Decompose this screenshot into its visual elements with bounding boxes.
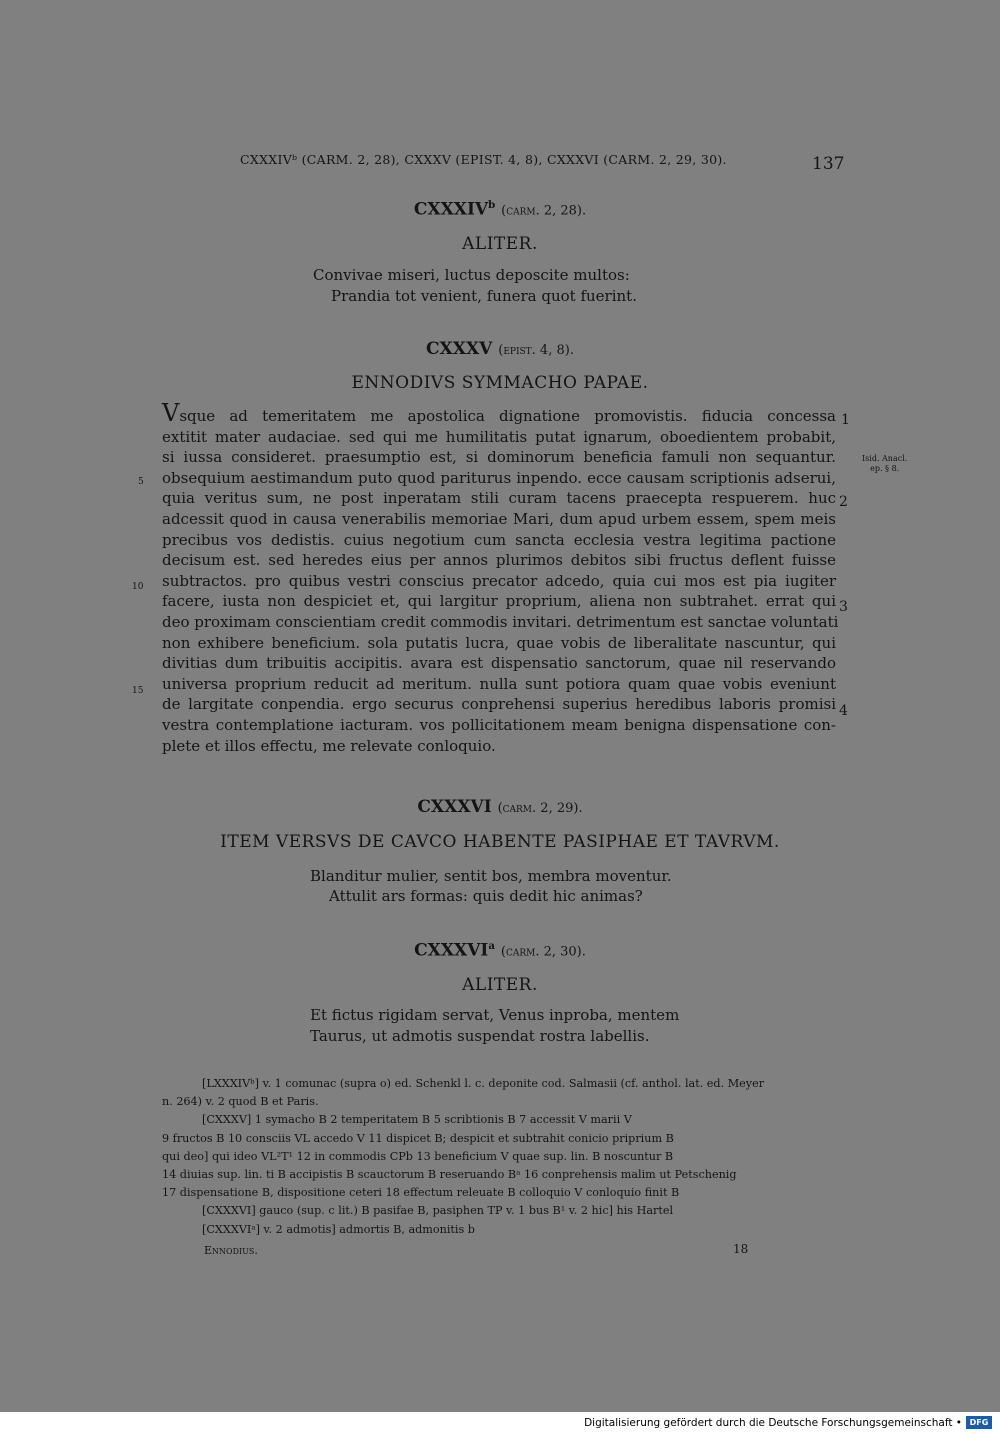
section-title: ENNODIVS SYMMACHO PAPAE. [351, 373, 649, 393]
prose-line: obsequium aestimandum puto quod pariturus inpendo. ecce causam scriptionis adserui, [162, 468, 836, 487]
apparatus-line: n. 264) v. 2 quod B et Paris. [162, 1095, 319, 1109]
apparatus-line: [CXXXVI] gauco (sup. c lit.) B pasifae B, pasiphen TP v. 1 bus B¹ v. 2 hic] his Hartel [202, 1204, 674, 1218]
running-head: CXXXIVᵇ (CARM. 2, 28), CXXXV (EPIST. 4, 8), CXXXVI (CARM. 2, 29, 30). [240, 152, 727, 167]
line-number: 5 [138, 477, 144, 487]
verse-line: Taurus, ut admotis suspendat rostra labellis. [310, 1027, 650, 1045]
heading-reference: (carm. 2, 29). [497, 801, 583, 816]
apparatus-line: 14 diuias sup. lin. ti B accipistis B scauctorum B reseruando Bᵃ 16 conprehensis malim ut Petschenig [162, 1167, 737, 1181]
verse-line: Attulit ars formas: quis dedit hic animas? [329, 887, 643, 905]
apparatus-line: 9 fructos B 10 consciis VL accedo V 11 dispicet B; despicit et subtrahit conicio priprium B [162, 1131, 674, 1145]
prose-line: Vsque ad temeritatem me apostolica dignatione promovistis. fiducia concessa [162, 399, 836, 427]
digitization-credit: Digitalisierung gefördert durch die Deutsche Forschungsgemeinschaft • [584, 1417, 962, 1429]
heading-sup: a [488, 940, 495, 952]
prose-line: precibus vos dedistis. cuius negotium cum sancta ecclesia vestra legitima pactione [162, 530, 836, 549]
heading-number: CXXXVI [414, 940, 489, 961]
heading-reference: (epist. 4, 8). [498, 343, 574, 358]
sheet-number: 18 [733, 1242, 749, 1256]
drop-cap: V [162, 399, 180, 427]
section-heading [160, 797, 840, 817]
apparatus-line: [CXXXV] 1 symacho B 2 temperitatem B 5 scribtionis B 7 accessit V marii V [202, 1113, 632, 1127]
dfg-logo-icon: DFG [966, 1416, 992, 1429]
apparatus-line: [CXXXVIᵃ] v. 2 admotis] admortis B, admonitis b [202, 1222, 475, 1236]
prose-line: subtractos. pro quibus vestri conscius precator adcedo, quia cui mos est pia iugiter [162, 571, 836, 590]
apparatus-line: 17 dispensatione B, dispositione ceteri 18 effectum releuate B colloquio V conloquio finit B [162, 1186, 680, 1200]
prose-line: plete et illos effectu, me relevate conloquio. [162, 736, 496, 755]
section-title: ITEM VERSVS DE CAVCO HABENTE PASIPHAE ET TAVRVM. [220, 832, 780, 852]
prose-line: decisum est. sed heredes eius per annos plurimos debitos sibi fructus deflent fuisse [162, 551, 836, 570]
line-number: 10 [132, 582, 144, 592]
prose-line: extitit mater audaciae. sed qui me humilitatis putat ignarum, oboedientem probabit, [162, 427, 836, 446]
verse-line: Et fictus rigidam servat, Venus inproba, mentem [310, 1006, 680, 1024]
printer-signature: Ennodius. [204, 1244, 258, 1257]
verse-line: Convivae miseri, luctus deposcite multos: [313, 266, 630, 284]
prose-line: divitias dum tribuitis accipitis. avara est dispensatio sanctorum, quae nil reservando [162, 654, 836, 673]
heading-number: CXXXVI [417, 797, 492, 817]
heading-reference: (carm. 2, 28). [501, 203, 587, 219]
critical-apparatus [162, 1075, 837, 1239]
section-number: 4 [839, 703, 848, 719]
page-number: 137 [812, 154, 845, 174]
prose-line: facere, iusta non despiciet et, qui largitur proprium, aliena non subtrahet. errat qui [162, 592, 836, 611]
section-heading [160, 339, 840, 359]
verse-line: Blanditur mulier, sentit bos, membra moventur. [310, 867, 672, 885]
heading-number: CXXXV [426, 339, 493, 359]
prose-line: adcessit quod in causa venerabilis memoriae Mari, dum apud urbem essem, spem meis [162, 509, 836, 528]
prose-line: de largitate conpendia. ergo securus conprehensi superius heredibus laboris promisi [162, 695, 836, 714]
prose-line: non exhibere beneficium. sola putatis lucra, quae vobis de liberalitate nascuntur, qui [162, 633, 836, 652]
side-reference: Isid. Anacl. ep. § 8. [862, 454, 908, 473]
prose-line: universa proprium reducit ad meritum. nulla sunt potiora quam quae vobis eveniunt [162, 674, 836, 693]
section-title: ALITER. [462, 234, 538, 254]
section-title: ALITER. [462, 975, 538, 995]
section-heading [160, 940, 840, 961]
verse-line: Prandia tot venient, funera quot fuerint. [331, 287, 637, 305]
letter-text [162, 399, 839, 756]
heading-reference: (carm. 2, 30). [500, 944, 586, 960]
heading-sup: b [488, 199, 496, 211]
apparatus-line: qui deo] qui ideo VL²T¹ 12 in commodis CPb 13 beneficium V quae sup. lin. B noscuntur B [162, 1149, 674, 1163]
section-number: 3 [839, 599, 848, 615]
section-number: 2 [839, 494, 848, 510]
heading-number: CXXXIV [413, 199, 489, 220]
section-number: 1 [841, 412, 850, 428]
section-heading [160, 199, 840, 220]
prose-line: quia veritus sum, ne post inperatam stili curam tacens praecepta respuerem. huc [162, 489, 836, 508]
line-number: 15 [132, 686, 144, 696]
prose-line: vestra contemplatione iacturam. vos pollicitationem meam benigna dispensatione con- [162, 715, 836, 734]
apparatus-line: [LXXXIVᵇ] v. 1 comunac (supra o) ed. Schenkl l. c. deponite cod. Salmasii (cf. anthol. lat. ed. Meyer [202, 1077, 765, 1090]
prose-line: deo proximam conscientiam credit commodis invitari. detrimentum est sanctae voluntati [162, 612, 839, 631]
prose-line: si iussa consideret. praesumptio est, si dominorum beneficia famuli non sequantur. [162, 448, 836, 467]
